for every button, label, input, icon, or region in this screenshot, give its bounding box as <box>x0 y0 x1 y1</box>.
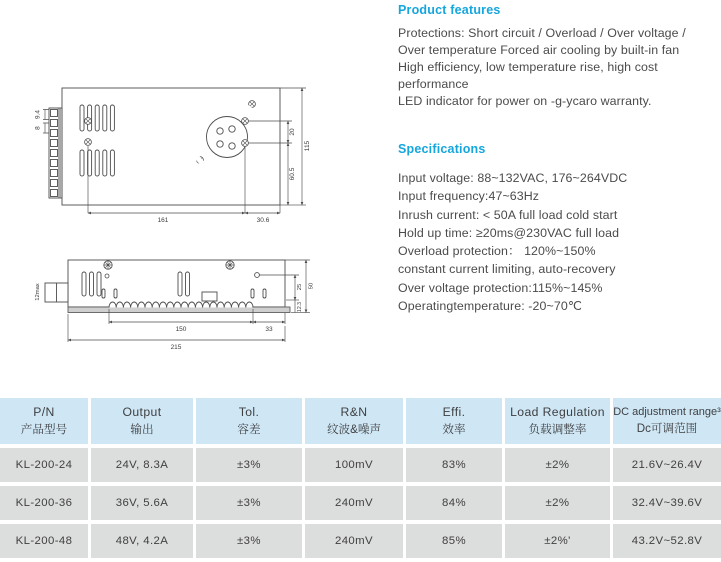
dim-161: 161 <box>157 217 169 224</box>
screw-icon <box>85 118 92 125</box>
table-cell: ±2% <box>505 486 610 520</box>
table-row-KL-200-48 <box>0 524 721 558</box>
table-cell: 32.4V~39.6V <box>613 486 721 520</box>
table-cell: 100mV <box>305 448 403 482</box>
feature-line: performance <box>398 77 469 91</box>
spec-line: constant current limiting, auto-recovery <box>398 262 616 277</box>
dim-12-3: 12.3 <box>297 301 303 313</box>
table-cell: 21.6V~26.4V <box>613 448 721 482</box>
table-cell: ±2% <box>505 448 610 482</box>
spec-line: Overload protection： 120%~150% <box>398 244 596 259</box>
product-features-text <box>398 25 720 110</box>
screw-icon <box>104 261 112 269</box>
dim-25: 25 <box>297 283 303 291</box>
column-header-7: DC adjustment range³ Dc可调范围 <box>613 398 721 444</box>
dim-12max: 12max <box>35 283 41 301</box>
table-cell: 24V, 8.3A <box>91 448 193 482</box>
table-cell: ±3% <box>196 524 302 558</box>
product-features-heading: Product features <box>398 3 501 17</box>
small-screw-icon <box>105 274 109 278</box>
column-header-4: R&N 纹波&噪声 <box>305 398 403 444</box>
feature-line: Over temperature Forced air cooling by built-in fan <box>398 43 680 57</box>
table-cell: 36V, 5.6A <box>91 486 193 520</box>
table-cell: KL-200-48 <box>0 524 88 558</box>
dim-20: 20 <box>289 128 296 136</box>
cooling-fan <box>191 101 263 173</box>
fan-screw-icon <box>242 140 249 147</box>
table-cell: 85% <box>406 524 502 558</box>
table-cell: 240mV <box>305 524 403 558</box>
side-view-drawing <box>18 252 318 358</box>
table-cell: 43.2V~52.8V <box>613 524 721 558</box>
terminal-block <box>49 108 62 198</box>
specifications-section <box>398 142 720 315</box>
base-plate <box>68 307 290 313</box>
dim-33: 33 <box>265 326 273 333</box>
column-header-3: Tol. 容差 <box>196 398 302 444</box>
table-cell: ±3% <box>196 448 302 482</box>
table-cell: 48V, 4.2A <box>91 524 193 558</box>
spec-line: Hold up time: ≥20ms@230VAC full load <box>398 225 620 240</box>
dim-8: 8 <box>34 126 42 130</box>
feature-line: Protections: Short circuit / Overload / Over voltage / <box>398 26 686 40</box>
product-features-section <box>398 3 720 110</box>
top-view-drawing <box>30 82 316 228</box>
feature-line: High efficiency, low temperature rise, high cost <box>398 60 658 74</box>
specifications-heading: Specifications <box>398 142 486 156</box>
dim-30-6: 30.6 <box>256 217 270 224</box>
specifications-text <box>398 169 720 315</box>
spec-line: Over voltage protection:115%~145% <box>398 280 603 295</box>
spec-line: Input voltage: 88~132VAC, 176~264VDC <box>398 171 628 185</box>
output-connector <box>45 283 68 302</box>
dim-215: 215 <box>170 344 182 351</box>
table-cell: ±2%' <box>505 524 610 558</box>
table-cell: 240mV <box>305 486 403 520</box>
table-cell: 84% <box>406 486 502 520</box>
dim-50: 50 <box>308 282 315 290</box>
spec-line: Operatingtemperature: -20~70℃ <box>398 299 582 314</box>
table-cell: 83% <box>406 448 502 482</box>
table-row-KL-200-24 <box>0 448 721 482</box>
width-dimensions <box>68 309 285 351</box>
dim-150: 150 <box>175 326 187 333</box>
feature-line: LED indicator for power on -g-ycaro warranty. <box>398 94 652 108</box>
table-row-KL-200-36 <box>0 486 721 520</box>
spec-table <box>0 398 721 562</box>
column-header-1: P/N 产品型号 <box>0 398 88 444</box>
column-header-6: Load Regulation 负载调整率 <box>505 398 610 444</box>
screw-icon <box>85 139 92 146</box>
terminal-pitch-dims <box>35 110 50 134</box>
dim-9-4: 9.4 <box>34 109 42 120</box>
table-header-row <box>0 398 721 444</box>
spec-line: Inrush current: < 50A full load cold start <box>398 207 618 222</box>
table-cell: KL-200-36 <box>0 486 88 520</box>
screw-icon <box>226 261 234 269</box>
fan-screw-icon <box>242 118 249 125</box>
dim-115: 115 <box>304 140 311 152</box>
column-header-5: Effi. 效率 <box>406 398 502 444</box>
table-cell: ±3% <box>196 486 302 520</box>
table-cell: KL-200-24 <box>0 448 88 482</box>
column-header-2: Output 输出 <box>91 398 193 444</box>
spec-line: Input frequency:47~63Hz <box>398 189 540 204</box>
dim-60-5: 60.5 <box>289 167 296 181</box>
